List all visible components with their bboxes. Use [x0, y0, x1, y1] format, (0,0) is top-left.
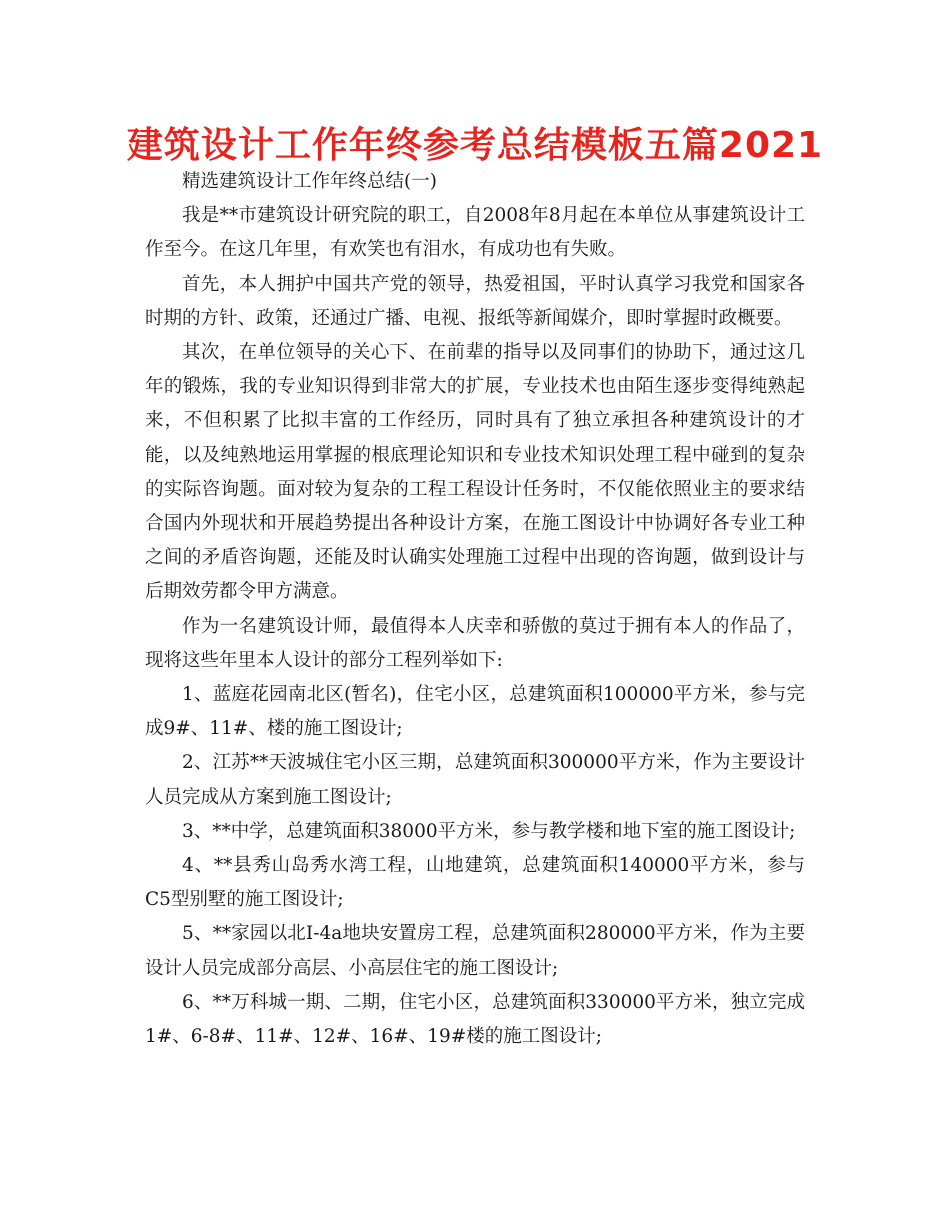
project-item-2: 2、江苏**天波城住宅小区三期，总建筑面积300000平方米，作为主要设计人员完成从方案到施工图设计; [145, 752, 805, 808]
document-title: 建筑设计工作年终参考总结模板五篇2021 [126, 125, 824, 166]
paragraph-intro: 我是**市建筑设计研究院的职工，自2008年8月起在本单位从事建筑设计工作至今。在这几年里，有欢笑也有泪水，有成功也有失败。 [145, 205, 805, 261]
paragraph-second: 其次，在单位领导的关心下、在前辈的指导以及同事们的协助下，通过这几年的锻炼，我的专业知识得到非常大的扩展，专业技术也由陌生逐步变得纯熟起来，不但积累了比拟丰富的工作经历，同时具有了独立承担各种建筑设计的才能，以及纯熟地运用掌握的根底理论知识和专业技术知识处理工程中碰到的复杂的实际咨询题。面对较为复杂的工程工程设计任务时，不仅能依照业主的要求结合国内外现状和开展趋势提出各种设计方案，在施工图设计中协调好各专业工种之间的矛盾咨询题，还能及时认确实处理施工过程中出现的咨询题，做到设计与后期效劳都令甲方满意。 [145, 342, 805, 603]
project-item-6: 6、**万科城一期、二期，住宅小区，总建筑面积330000平方米，独立完成1#、6-8#、11#、12#、16#、19#楼的施工图设计; [145, 991, 805, 1048]
paragraph-first: 首先，本人拥护中国共产党的领导，热爱祖国，平时认真学习我党和国家各时期的方针、政策，还通过广播、电视、报纸等新闻媒介，即时掌握时政概要。 [145, 273, 805, 329]
project-item-1: 1、蓝庭花园南北区(暂名)，住宅小区，总建筑面积100000平方米，参与完成9#、11#、楼的施工图设计; [145, 684, 805, 740]
document-body [145, 165, 805, 1054]
section-subtitle: 精选建筑设计工作年终总结(一) [182, 171, 437, 192]
project-item-3: 3、**中学，总建筑面积38000平方米，参与教学楼和地下室的施工图设计; [182, 820, 796, 842]
project-item-4: 4、**县秀山岛秀水湾工程，山地建筑，总建筑面积140000平方米，参与C5型别墅的施工图设计; [145, 855, 805, 911]
paragraph-projects-intro: 作为一名建筑设计师，最值得本人庆幸和骄傲的莫过于拥有本人的作品了，现将这些年里本人设计的部分工程列举如下: [145, 615, 805, 671]
project-item-5: 5、**家园以北I-4a地块安置房工程，总建筑面积280000平方米，作为主要设计人员完成部分高层、小高层住宅的施工图设计; [145, 923, 805, 979]
